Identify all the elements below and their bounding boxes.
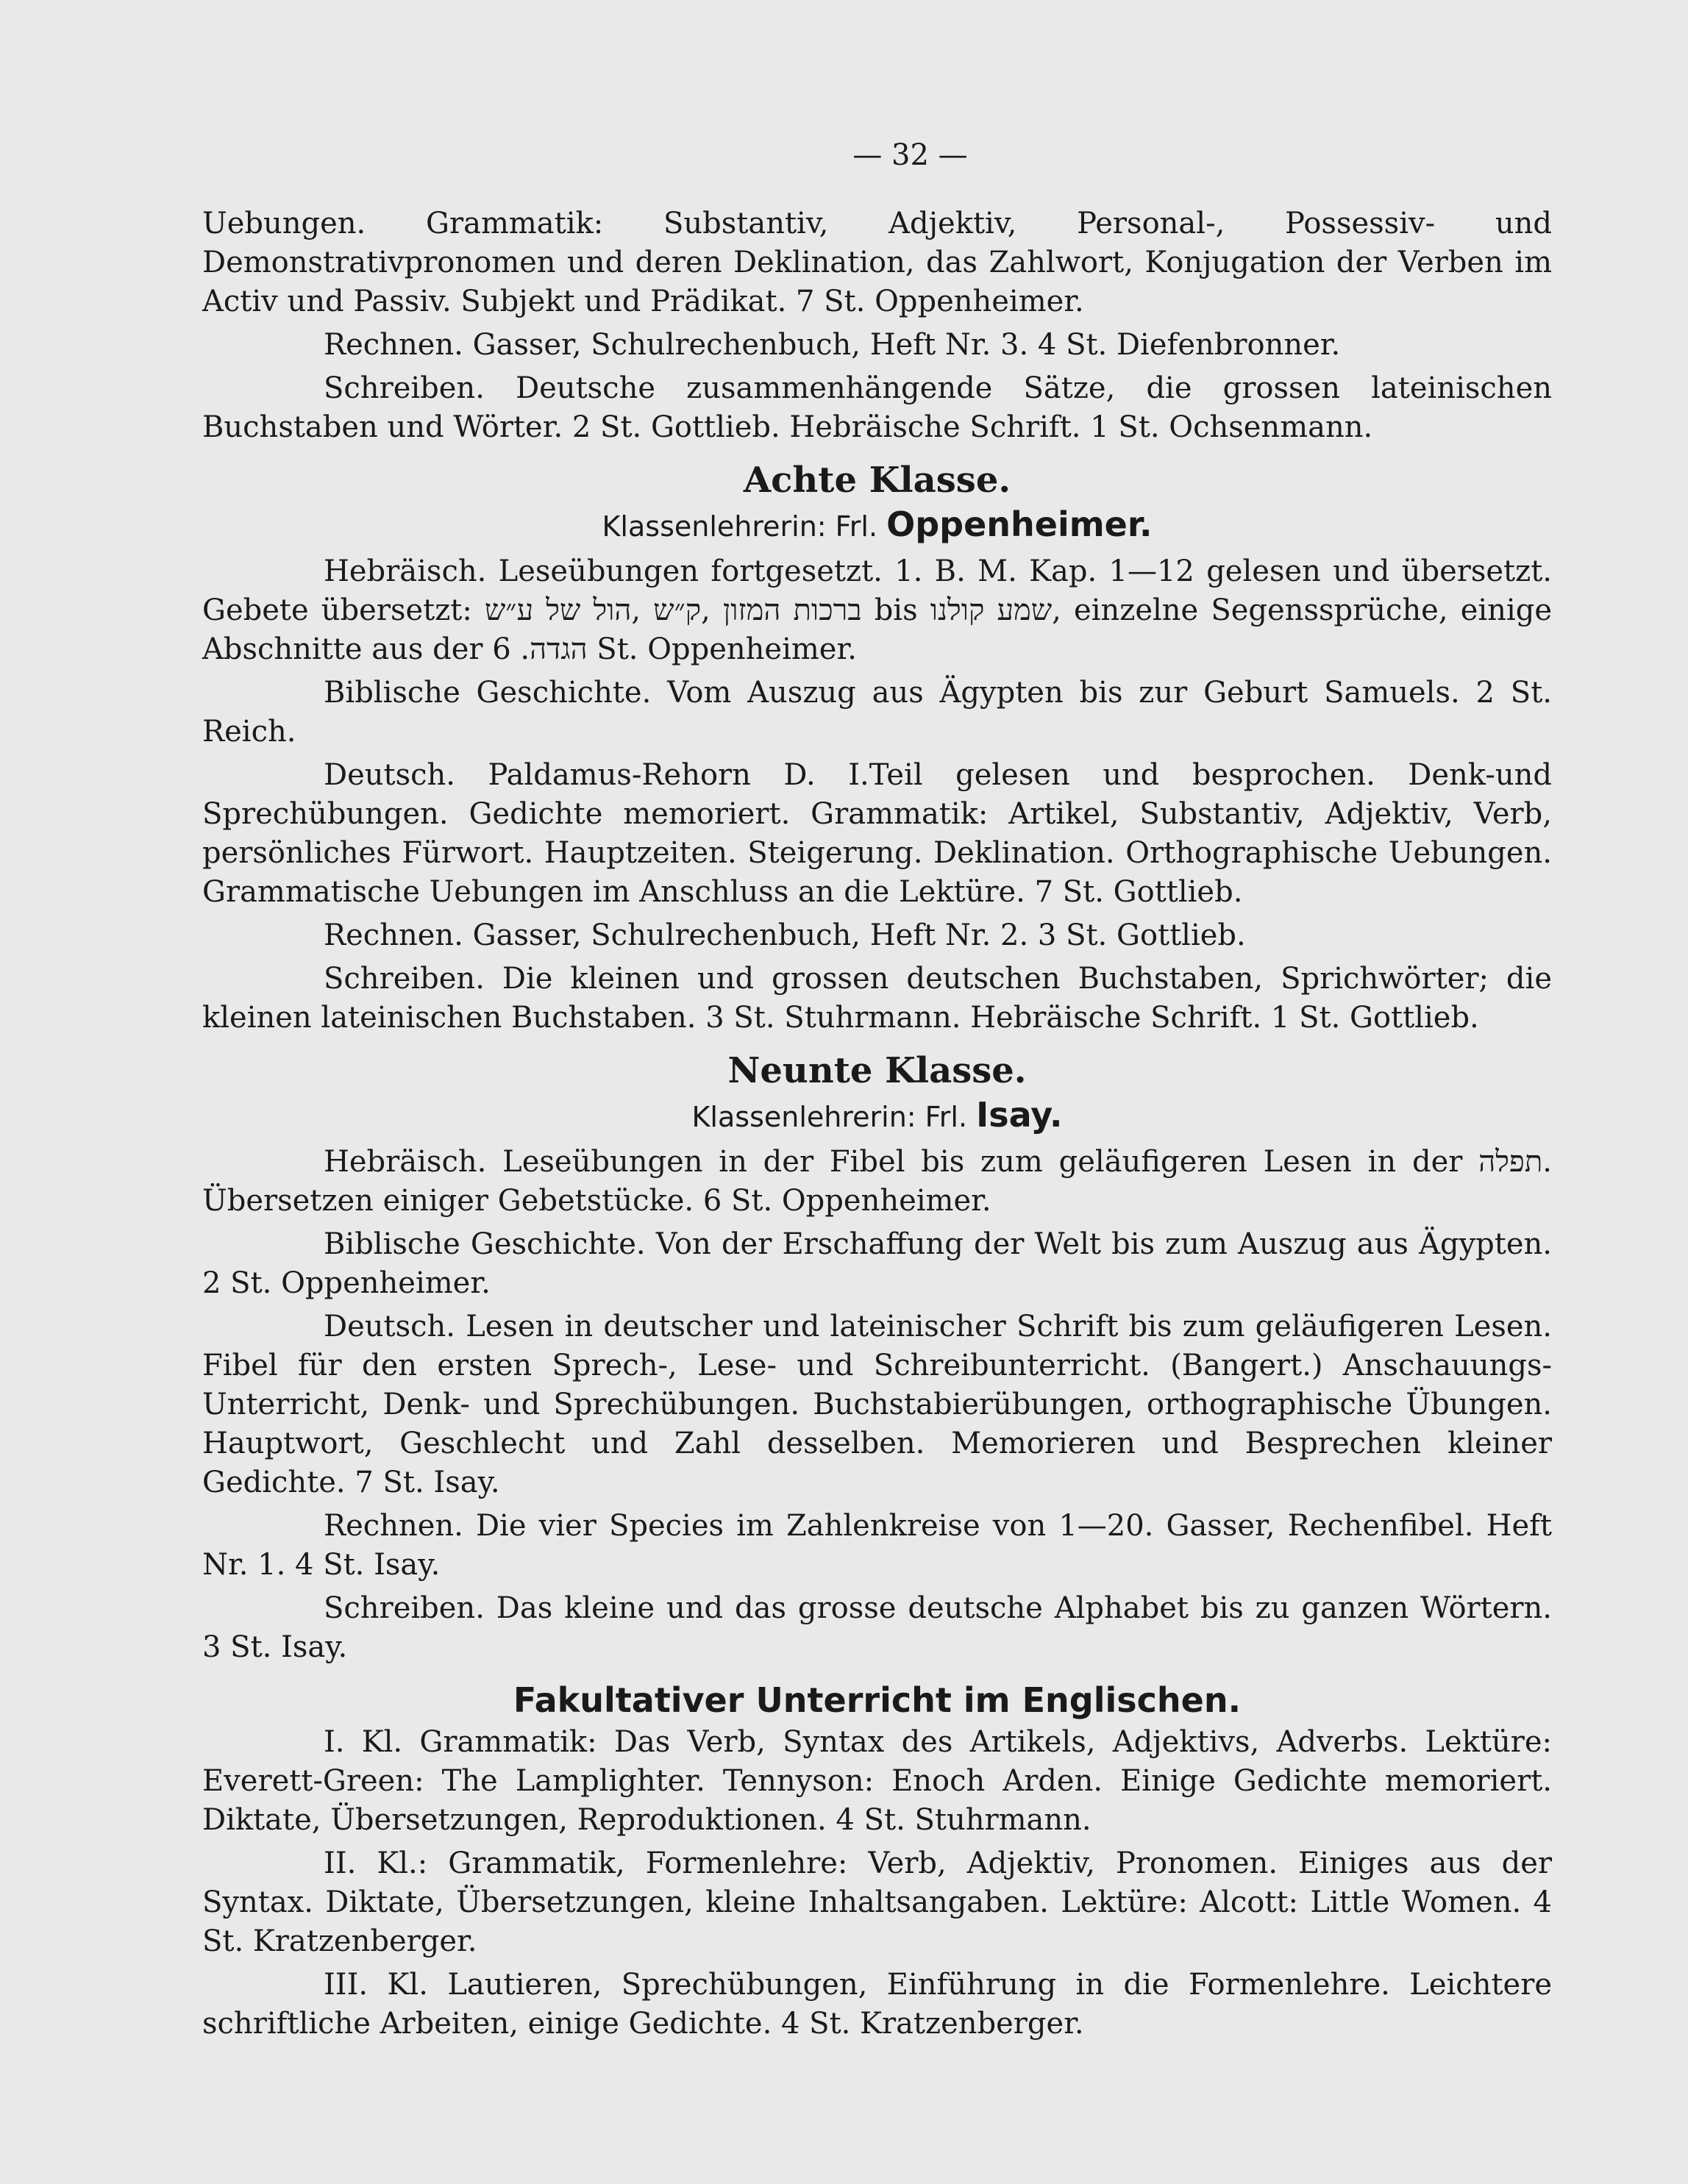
teacher-name: Oppenheimer.: [886, 504, 1153, 544]
englisch-klasse-2: II. Kl.: Grammatik, Formenlehre: Verb, Adjektiv, Pronomen. Einiges aus der Syntax. Diktate, Übersetzungen, kleine Inhaltsangaben. Lektüre: Alcott: Little Women. 4 St. Kratzenberger.: [202, 1846, 1552, 1958]
page-number: — 32 —: [852, 138, 968, 172]
englisch-klasse-1: I. Kl. Grammatik: Das Verb, Syntax des Artikels, Adjektivs, Adverbs. Lektüre: Everett-Green: The Lamplighter. Tennyson: Enoch Arden. Einige Gedichte memoriert. Diktate, Übersetzungen, Reproduktionen. 4 St. Stuhrmann.: [202, 1725, 1552, 1837]
neunte-schreiben: Schreiben. Das kleine und das grosse deutsche Alphabet bis zu ganzen Wörtern. 3 St. Isay.: [202, 1591, 1552, 1664]
achte-deutsch: Deutsch. Paldamus-Rehorn D. I.Teil gelesen und besprochen. Denk-und Sprechübungen. Gedichte memoriert. Grammatik: Artikel, Substantiv, Adjektiv, Verb, persönliches Fürwort. Hauptzeiten. Steigerung. Deklination. Orthographische Uebungen. Grammatische Uebungen im Anschluss an die Lektüre. 7 St. Gottlieb.: [202, 758, 1552, 909]
intro-paragraph-rechnen: Rechnen. Gasser, Schulrechenbuch, Heft Nr. 3. 4 St. Diefenbronner.: [324, 328, 1341, 362]
neunte-biblische-geschichte: Biblische Geschichte. Von der Erschaffung der Welt bis zum Auszug aus Ägypten. 2 St. Oppenheimer.: [202, 1227, 1552, 1300]
teacher-label: Klassenlehrerin: Frl.: [691, 1101, 968, 1133]
achte-hebraeisch: Hebräisch. Leseübungen fortgesetzt. 1. B. M. Kap. 1—12 gelesen und übersetzt. Gebete übersetzt: ברכות המזון ,ק״ש ,הול של ע״ש bis שמע קולנו, einzelne Segenssprüche, einige Abschnitte aus der הגדה. 6 St. Oppenheimer.: [202, 554, 1552, 666]
teacher-name: Isay.: [976, 1095, 1063, 1135]
teacher-line-achte: [202, 503, 1552, 548]
heading-achte-klasse: Achte Klasse.: [743, 460, 1011, 501]
intro-paragraph-schreiben: Schreiben. Deutsche zusammenhängende Sätze, die grossen lateinischen Buchstaben und Wörter. 2 St. Gottlieb. Hebräische Schrift. 1 St. Ochsenmann.: [202, 371, 1552, 444]
heading-neunte-klasse: Neunte Klasse.: [727, 1050, 1027, 1091]
heading-englisch: Fakultativer Unterricht im Englischen.: [513, 1680, 1242, 1720]
achte-schreiben: Schreiben. Die kleinen und grossen deutschen Buchstaben, Sprichwörter; die kleinen lateinischen Buchstaben. 3 St. Stuhrmann. Hebräische Schrift. 1 St. Gottlieb.: [202, 962, 1552, 1035]
neunte-deutsch: Deutsch. Lesen in deutscher und lateinischer Schrift bis zum geläufigeren Lesen. Fibel für den ersten Sprech-, Lese- und Schreibunterricht. (Bangert.) Anschauungs-Unterricht, Denk- und Sprechübungen. Buchstabierübungen, orthographische Übungen. Hauptwort, Geschlecht und Zahl desselben. Memorieren und Besprechen kleiner Gedichte. 7 St. Isay.: [202, 1310, 1552, 1499]
teacher-label: Klassenlehrerin: Frl.: [602, 510, 878, 543]
neunte-hebraeisch: Hebräisch. Leseübungen in der Fibel bis zum geläufigeren Lesen in der תפלה. Übersetzen einiger Gebetstücke. 6 St. Oppenheimer.: [202, 1145, 1552, 1218]
achte-biblische-geschichte: Biblische Geschichte. Vom Auszug aus Ägypten bis zur Geburt Samuels. 2 St. Reich.: [202, 676, 1552, 749]
achte-rechnen: Rechnen. Gasser, Schulrechenbuch, Heft Nr. 2. 3 St. Gottlieb.: [324, 918, 1246, 952]
intro-paragraph-1: Uebungen. Grammatik: Substantiv, Adjektiv, Personal-, Possessiv- und Demonstrativpronomen und deren Deklination, das Zahlwort, Konjugation der Verben im Activ und Passiv. Subjekt und Prädikat. 7 St. Oppenheimer.: [202, 207, 1552, 318]
neunte-rechnen: Rechnen. Die vier Species im Zahlenkreise von 1—20. Gasser, Rechenfibel. Heft Nr. 1. 4 St. Isay.: [202, 1509, 1552, 1582]
page-content: [202, 136, 1552, 2048]
teacher-line-neunte: [202, 1093, 1552, 1138]
englisch-klasse-3: III. Kl. Lautieren, Sprechübungen, Einführung in die Formenlehre. Leichtere schriftliche Arbeiten, einige Gedichte. 4 St. Kratzenberger.: [202, 1968, 1552, 2041]
